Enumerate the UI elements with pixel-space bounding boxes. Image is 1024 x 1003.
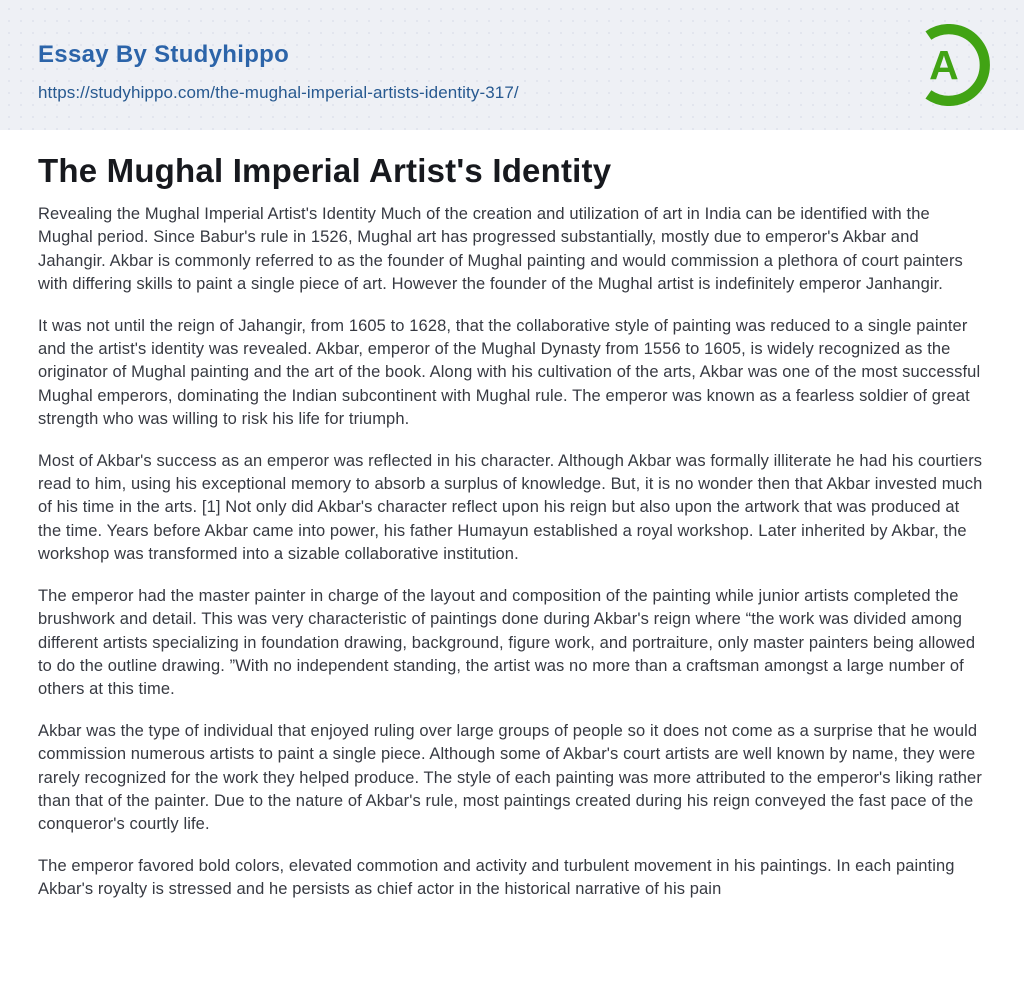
essay-paragraph-6: The emperor favored bold colors, elevated commotion and activity and turbulent movement in his paintings. In each painting Akbar's royalty is stressed and he persists as chief actor in the historical narrative of his pain bbox=[38, 856, 955, 899]
essay-paragraph-2: It was not until the reign of Jahangir, from 1605 to 1628, that the collaborative style of painting was reduced to a single painter and the artist's identity was revealed. Akbar, emperor of the Mughal Dynasty from 1556 to 1605, is widely recognized as the originator of Mughal painting and the art of the book. Along with his cultivation of the arts, Akbar was one of the most successful Mughal emperors, dominating the Indian subcontinent with Mughal rule. The emperor was known as a fearless soldier of great strength who was willing to risk his life for triumph. bbox=[38, 316, 981, 429]
essay-content bbox=[0, 151, 1024, 902]
logo-letter: A bbox=[929, 41, 959, 88]
essay-title: The Mughal Imperial Artist's Identity bbox=[38, 152, 612, 189]
logo-arc-icon bbox=[908, 24, 990, 106]
essay-paragraph-1: Revealing the Mughal Imperial Artist's Identity Much of the creation and utilization of art in India can be identified with the Mughal period. Since Babur's rule in 1526, Mughal art has progressed substantially, mostly due to emperor's Akbar and Jahangir. Akbar is commonly referred to as the founder of Mughal painting and would commission a plethora of court painters with differing skills to paint a single piece of art. However the founder of the Mughal artist is indefinitely emperor Janhangir. bbox=[38, 205, 963, 294]
essay-paragraph-5: Akbar was the type of individual that enjoyed ruling over large groups of people so it does not come as a surprise that he would commission numerous artists to paint a single piece. Although some of Akbar's court artists are well known by name, they were rarely recognized for the work they helped produce. The style of each painting was more attributed to the emperor's liking rather than that of the painter. Due to the nature of Akbar's rule, most paintings created during his reign conveyed the fast pace of the conqueror's courtly life. bbox=[38, 721, 982, 834]
studyhippo-logo bbox=[908, 24, 990, 106]
essay-paragraph-4: The emperor had the master painter in charge of the layout and composition of the painting while junior artists completed the brushwork and detail. This was very characteristic of paintings done during Akbar's reign where “the work was divided among different artists specializing in foundation drawing, background, figure work, and portraiture, only master painters being allowed to do the outline drawing. ”With no independent standing, the artist was no more than a craftsman amongst a large number of others at this time. bbox=[38, 586, 976, 699]
essay-paragraph-3: Most of Akbar's success as an emperor was reflected in his character. Although Akbar was formally illiterate he had his courtiers read to him, using his exceptional memory to absorb a surplus of knowledge. But, it is no wonder then that Akbar invested much of his time in the arts. [1] Not only did Akbar's character reflect upon his reign but also upon the artwork that was produced at the time. Years before Akbar came into power, his father Humayun established a royal workshop. Later inherited by Akbar, the workshop was transformed into a sizable collaborative institution. bbox=[38, 451, 983, 564]
site-header bbox=[0, 0, 1024, 130]
essay-url-link[interactable]: https://studyhippo.com/the-mughal-imperial-artists-identity-317/ bbox=[38, 82, 519, 102]
site-title: Essay By Studyhippo bbox=[38, 41, 290, 68]
